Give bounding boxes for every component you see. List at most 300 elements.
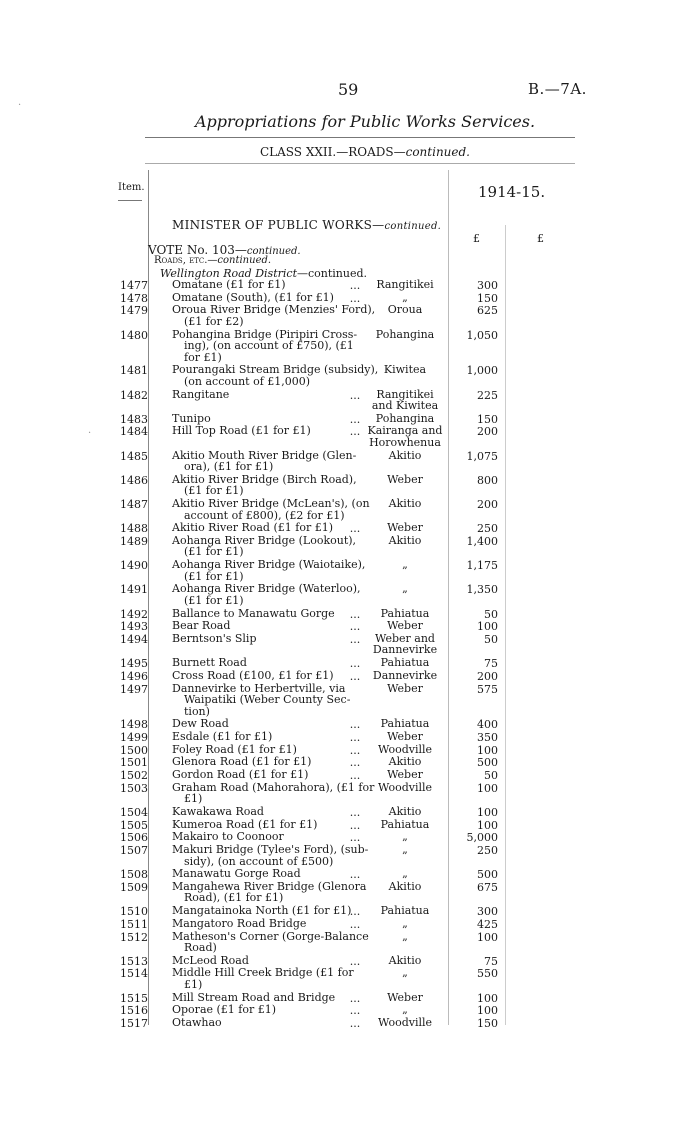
leader-dots: ... — [349, 769, 361, 782]
leader-dots: ... — [349, 831, 361, 845]
amount-cell: 550 — [477, 967, 498, 981]
district-cell — [366, 608, 444, 620]
amount-cell: 100 — [477, 743, 498, 757]
leader-dots: ... — [349, 1017, 361, 1030]
district-cell — [366, 620, 444, 632]
description-line: Makuri Bridge (Tylee's Ford), (sub- — [172, 843, 369, 856]
item-description — [172, 498, 368, 521]
item-description — [172, 806, 368, 818]
item-number: 1484 — [120, 425, 148, 439]
item-description — [172, 769, 368, 781]
district-line: „ — [402, 843, 408, 856]
district-cell — [366, 279, 444, 291]
item-number: 1490 — [120, 559, 148, 573]
description-line: for £1) — [184, 350, 222, 364]
district-line: Dannevirke — [372, 668, 438, 682]
description-line: Akitio River Bridge (McLean's), (on — [172, 497, 370, 510]
description-line: Road) — [184, 941, 217, 954]
item-number: 1506 — [120, 831, 148, 845]
amount-cell: 225 — [477, 388, 498, 402]
item-number: 1511 — [120, 917, 148, 931]
item-number: 1513 — [120, 954, 148, 968]
amount-cell: 100 — [477, 781, 498, 795]
leader-dots: ... — [349, 818, 361, 832]
district-cell — [366, 329, 444, 341]
district-cell — [366, 364, 444, 376]
amount-column-rule — [448, 170, 449, 1025]
district-cell — [366, 559, 444, 571]
item-number: 1517 — [120, 1017, 148, 1030]
district-cell — [366, 425, 444, 448]
amount-subcolumn-rule — [505, 225, 506, 1025]
item-description — [172, 363, 379, 388]
item-description — [172, 474, 368, 497]
district-cell — [366, 868, 444, 880]
leader-dots: ... — [349, 805, 361, 819]
leader-dots: ... — [349, 991, 361, 1005]
district-line: Akitio — [388, 755, 422, 769]
amount-cell: 75 — [484, 954, 498, 968]
district-cell — [366, 1004, 444, 1016]
leader-dots: ... — [349, 412, 361, 426]
item-description — [172, 718, 368, 730]
district-line: Rangitikei — [376, 387, 434, 401]
item-number: 1487 — [120, 498, 148, 511]
district-cell — [366, 769, 444, 781]
description-line: Berntson's Slip — [172, 631, 257, 645]
item-number: 1477 — [120, 279, 148, 292]
item-description — [172, 1017, 368, 1029]
item-description — [172, 1004, 368, 1016]
district-line: „ — [402, 582, 408, 596]
district-cell — [366, 931, 444, 943]
item-number: 1480 — [120, 328, 148, 342]
leader-dots: ... — [349, 756, 361, 770]
item-description — [172, 731, 368, 743]
description-line: Oporae (£1 for £1) — [172, 1003, 277, 1017]
item-number: 1500 — [120, 743, 148, 757]
district-line: „ — [402, 558, 408, 572]
description-line: Burnett Road — [172, 656, 247, 670]
description-line: Matheson's Corner (Gorge-Balance — [172, 929, 369, 943]
vote-text: VOTE No. 103— — [148, 243, 247, 257]
item-number: 1485 — [120, 449, 148, 463]
district-cell — [366, 657, 444, 669]
item-number: 1505 — [120, 818, 148, 832]
amount-cell: 50 — [484, 632, 498, 646]
amount-cell: 300 — [477, 279, 498, 292]
amount-cell: 675 — [477, 880, 498, 894]
class-heading — [0, 145, 700, 159]
district-line: Woodville — [377, 780, 433, 794]
district-line: Pahiatua — [380, 606, 430, 620]
item-description — [172, 292, 368, 304]
item-number: 1482 — [120, 388, 148, 402]
item-number: 1508 — [120, 868, 148, 882]
document-reference: B.—7A. — [528, 80, 587, 98]
amount-cell: 500 — [477, 756, 498, 770]
description-line: Tunipo — [172, 411, 211, 425]
item-description — [172, 389, 368, 401]
description-line: Makairo to Coonoor — [172, 830, 284, 844]
district-cell — [366, 413, 444, 425]
district-cell — [366, 955, 444, 967]
district-line: Weber — [387, 521, 423, 535]
description-line: Mill Stream Road and Bridge — [172, 990, 336, 1004]
item-description — [172, 967, 368, 990]
description-line: Kawakawa Road — [172, 804, 264, 818]
item-description — [172, 819, 368, 831]
item-description — [172, 425, 368, 437]
item-description — [172, 744, 368, 756]
leader-dots: ... — [349, 620, 361, 634]
vote-continued: continued. — [246, 246, 301, 257]
amount-cell: 350 — [477, 730, 498, 744]
leader-dots: ... — [349, 657, 361, 671]
district-cell — [366, 1017, 444, 1029]
item-description — [172, 657, 368, 669]
amount-cell: 100 — [477, 620, 498, 634]
minister-continued: continued. — [384, 221, 442, 232]
amount-cell: 50 — [484, 769, 498, 782]
item-number: 1479 — [120, 304, 148, 318]
amount-cell: 1,075 — [466, 449, 498, 463]
year-column-header: 1914-15. — [478, 183, 546, 201]
item-number: 1496 — [120, 669, 148, 683]
amount-cell: 150 — [477, 291, 498, 305]
item-number: 1507 — [120, 844, 148, 857]
leader-dots: ... — [349, 718, 361, 732]
item-number: 1499 — [120, 730, 148, 744]
pound-symbol-1: £ — [473, 232, 480, 245]
description-line: Graham Road (Mahorahora), (£1 for — [172, 780, 375, 794]
description-line: Gordon Road (£1 for £1) — [172, 768, 309, 781]
district-line: Pahiatua — [380, 656, 430, 670]
district-cell — [366, 304, 444, 316]
district-line: „ — [402, 929, 408, 943]
amount-cell: 425 — [477, 917, 498, 931]
district-line: Weber — [387, 472, 423, 486]
page-title: Appropriations for Public Works Services. — [194, 112, 536, 131]
district-cell — [366, 731, 444, 743]
item-number: 1509 — [120, 880, 148, 894]
item-description — [172, 450, 368, 473]
item-description — [172, 780, 375, 806]
description-line: account of £800), (£2 for £1) — [184, 508, 345, 522]
amount-cell: 200 — [477, 669, 498, 683]
roads-subheading — [154, 255, 271, 266]
district-cell — [366, 967, 444, 979]
item-number: 1486 — [120, 473, 148, 487]
description-line: Akitio River Road (£1 for £1) — [172, 521, 333, 535]
description-line: Akitio Mouth River Bridge (Glen- — [172, 448, 357, 462]
district-cell — [366, 819, 444, 831]
description-line: Aohanga River Bridge (Lookout), — [172, 533, 357, 547]
district-line: „ — [402, 916, 408, 930]
district-line: Weber — [387, 681, 423, 695]
description-line: Cross Road (£100, £1 for £1) — [172, 668, 334, 682]
item-description — [172, 905, 368, 917]
item-description — [172, 756, 368, 768]
leader-dots: ... — [349, 522, 361, 536]
item-number: 1503 — [120, 781, 148, 795]
district-cell — [366, 756, 444, 768]
class-heading-text: CLASS XXII.—ROADS— — [259, 145, 406, 159]
amount-cell: 300 — [477, 905, 498, 919]
description-line: Aohanga River Bridge (Waiotaike), — [172, 558, 366, 572]
item-column-rule — [148, 170, 149, 1025]
description-line: ora), (£1 for £1) — [184, 460, 274, 474]
district-line: Akitio — [388, 953, 422, 967]
description-line: Dew Road — [172, 717, 229, 731]
item-description — [172, 844, 368, 867]
district-line: Akitio — [388, 804, 422, 818]
description-line: Hill Top Road (£1 for £1) — [172, 424, 311, 438]
item-description — [172, 868, 368, 880]
district-line: „ — [402, 830, 408, 844]
description-line: Middle Hill Creek Bridge (£1 for — [172, 966, 354, 980]
class-heading-continued: continued. — [405, 145, 470, 159]
description-line: Pohangina Bridge (Piripiri Cross- — [172, 327, 358, 341]
item-description — [172, 413, 368, 425]
leader-dots: ... — [349, 917, 361, 931]
district-line: Woodville — [377, 1016, 433, 1029]
leader-dots: ... — [349, 425, 361, 439]
amount-cell: 250 — [477, 844, 498, 857]
district-cell — [366, 844, 444, 856]
description-line: (£1 for £2) — [184, 314, 244, 328]
item-description — [172, 955, 368, 967]
item-number: 1488 — [120, 522, 148, 536]
item-description — [172, 329, 368, 364]
amount-cell: 250 — [477, 522, 498, 536]
district-line: Rangitikei — [376, 278, 434, 291]
district-cell — [366, 633, 444, 656]
amount-cell: 150 — [477, 1017, 498, 1030]
amount-cell: 75 — [484, 657, 498, 671]
amount-cell: 5,000 — [466, 831, 498, 845]
leader-dots: ... — [349, 868, 361, 882]
leader-dots: ... — [349, 388, 361, 402]
description-line: Manawatu Gorge Road — [172, 867, 301, 881]
amount-cell: 400 — [477, 718, 498, 732]
description-line: McLeod Road — [172, 953, 249, 967]
description-line: tion) — [184, 704, 210, 718]
district-cell — [366, 292, 444, 304]
description-line: Dannevirke to Herbertville, via — [172, 681, 346, 695]
district-cell — [366, 744, 444, 756]
item-number: 1501 — [120, 756, 148, 770]
description-line: Omatane (South), (£1 for £1) — [172, 290, 334, 304]
description-line: Esdale (£1 for £1) — [172, 729, 273, 743]
description-line: Aohanga River Bridge (Waterloo), — [172, 582, 361, 596]
description-line: ing), (on account of £750), (£1 — [184, 339, 354, 353]
description-line: £1) — [184, 792, 203, 806]
amount-cell: 800 — [477, 473, 498, 487]
item-description — [172, 683, 368, 718]
description-line: Omatane (£1 for £1) — [172, 278, 286, 291]
amount-cell: 1,400 — [466, 534, 498, 548]
item-description — [172, 583, 368, 606]
item-description — [172, 931, 368, 954]
amount-cell: 1,050 — [466, 328, 498, 342]
district-line: Akitio — [388, 448, 422, 462]
district-cell — [366, 881, 444, 893]
item-number: 1491 — [120, 583, 148, 597]
item-description — [172, 608, 368, 620]
leader-dots: ... — [349, 291, 361, 305]
district-cell — [366, 718, 444, 730]
item-description — [172, 992, 368, 1004]
amount-cell: 1,000 — [466, 364, 498, 378]
district-line: Oroua — [387, 303, 423, 317]
district-line: „ — [402, 867, 408, 881]
item-description — [172, 881, 368, 904]
description-line: £1) — [184, 977, 203, 991]
description-line: Kumeroa Road (£1 for £1) — [172, 817, 318, 831]
description-line: (on account of £1,000) — [184, 374, 311, 388]
description-line: Waipatiki (Weber County Sec- — [184, 693, 351, 706]
description-line: Mangahewa River Bridge (Glenora — [172, 879, 367, 893]
district-line: Akitio — [388, 497, 422, 510]
margin-mark: · — [18, 100, 22, 111]
heading-rule — [145, 163, 575, 164]
item-number: 1478 — [120, 291, 148, 305]
amount-cell: 100 — [477, 805, 498, 819]
roads-continued: continued. — [217, 255, 272, 266]
item-description — [172, 279, 368, 291]
description-line: Pourangaki Stream Bridge (subsidy), — [172, 363, 379, 377]
amount-cell: 50 — [484, 607, 498, 621]
minister-heading — [172, 218, 441, 232]
district-cell — [366, 992, 444, 1004]
district-text: Wellington Road District — [160, 267, 297, 280]
roads-text: Roads, etc.— — [154, 255, 218, 266]
item-description — [172, 633, 368, 645]
district-line: Weber — [387, 768, 423, 781]
district-line: Pahiatua — [380, 817, 430, 831]
item-description — [172, 522, 368, 534]
item-number: 1502 — [120, 769, 148, 782]
item-number: 1494 — [120, 632, 148, 646]
item-number: 1512 — [120, 930, 148, 944]
minister-text: MINISTER OF PUBLIC WORKS— — [172, 218, 385, 232]
district-cell — [366, 389, 444, 412]
district-cell — [366, 905, 444, 917]
description-line: Mangatoro Road Bridge — [172, 916, 307, 930]
description-line: Oroua River Bridge (Menzies' Ford), — [172, 303, 376, 317]
leader-dots: ... — [349, 954, 361, 968]
description-line: Glenora Road (£1 for £1) — [172, 755, 312, 769]
item-number: 1510 — [120, 905, 148, 919]
district-line: Woodville — [377, 742, 433, 756]
district-cell — [366, 670, 444, 682]
margin-mark: · — [88, 428, 92, 439]
item-number: 1516 — [120, 1004, 148, 1018]
description-line: (£1 for £1) — [184, 545, 244, 559]
district-continued: —continued. — [296, 267, 368, 280]
description-line: Akitio River Bridge (Birch Road), — [172, 472, 357, 486]
district-line: Weber — [387, 619, 423, 633]
description-line: Rangitane — [172, 387, 230, 401]
description-line: (£1 for £1) — [184, 484, 244, 498]
page-number: 59 — [338, 80, 359, 99]
description-line: Road), (£1 for £1) — [184, 891, 284, 905]
leader-dots: ... — [349, 607, 361, 621]
description-line: Otawhao — [172, 1016, 222, 1029]
item-number: 1504 — [120, 805, 148, 819]
item-description — [172, 670, 368, 682]
item-number: 1495 — [120, 657, 148, 671]
item-number: 1497 — [120, 682, 148, 696]
amount-cell: 200 — [477, 498, 498, 511]
amount-cell: 625 — [477, 304, 498, 318]
district-cell — [366, 535, 444, 547]
item-number: 1481 — [120, 364, 148, 378]
description-line: (£1 for £1) — [184, 593, 244, 607]
district-line: Weber and — [375, 631, 435, 645]
district-line: Akitio — [388, 879, 422, 893]
pound-symbol-2: £ — [537, 232, 544, 245]
description-line: Mangatainoka North (£1 for £1) — [172, 904, 352, 918]
district-line: and Kiwitea — [371, 399, 439, 412]
item-header-underline — [118, 200, 142, 201]
item-description — [172, 831, 368, 843]
amount-cell: 100 — [477, 818, 498, 832]
district-cell — [366, 806, 444, 818]
leader-dots: ... — [349, 632, 361, 646]
title-rule — [145, 137, 575, 138]
amount-cell: 100 — [477, 1004, 498, 1018]
amount-cell: 200 — [477, 425, 498, 439]
district-line: Pohangina — [375, 411, 435, 425]
item-description — [172, 559, 368, 582]
leader-dots: ... — [349, 279, 361, 292]
district-line: Dannevirke — [372, 643, 438, 657]
district-cell — [366, 522, 444, 534]
amount-cell: 1,350 — [466, 583, 498, 597]
district-cell — [366, 918, 444, 930]
district-line: Weber — [387, 729, 423, 743]
district-cell — [366, 450, 444, 462]
district-cell — [366, 583, 444, 595]
district-line: Pohangina — [375, 327, 435, 341]
item-number: 1492 — [120, 607, 148, 621]
leader-dots: ... — [349, 730, 361, 744]
amount-cell: 150 — [477, 412, 498, 426]
description-line: Ballance to Manawatu Gorge — [172, 606, 335, 620]
district-cell — [366, 782, 444, 794]
district-cell — [366, 683, 444, 695]
district-line: Horowhenua — [369, 435, 441, 449]
district-cell — [366, 474, 444, 486]
amount-cell: 100 — [477, 930, 498, 944]
amount-cell: 500 — [477, 868, 498, 882]
description-line: Foley Road (£1 for £1) — [172, 742, 297, 756]
district-cell — [366, 498, 444, 510]
amount-cell: 100 — [477, 991, 498, 1005]
item-description — [172, 535, 368, 558]
item-number: 1514 — [120, 967, 148, 981]
amount-cell: 1,175 — [466, 559, 498, 573]
item-number: 1489 — [120, 534, 148, 548]
district-line: „ — [402, 966, 408, 980]
amount-cell: 575 — [477, 682, 498, 696]
district-line: Kiwitea — [383, 363, 427, 377]
item-number: 1498 — [120, 718, 148, 732]
item-number: 1515 — [120, 991, 148, 1005]
description-line: sidy), (on account of £500) — [184, 854, 334, 868]
